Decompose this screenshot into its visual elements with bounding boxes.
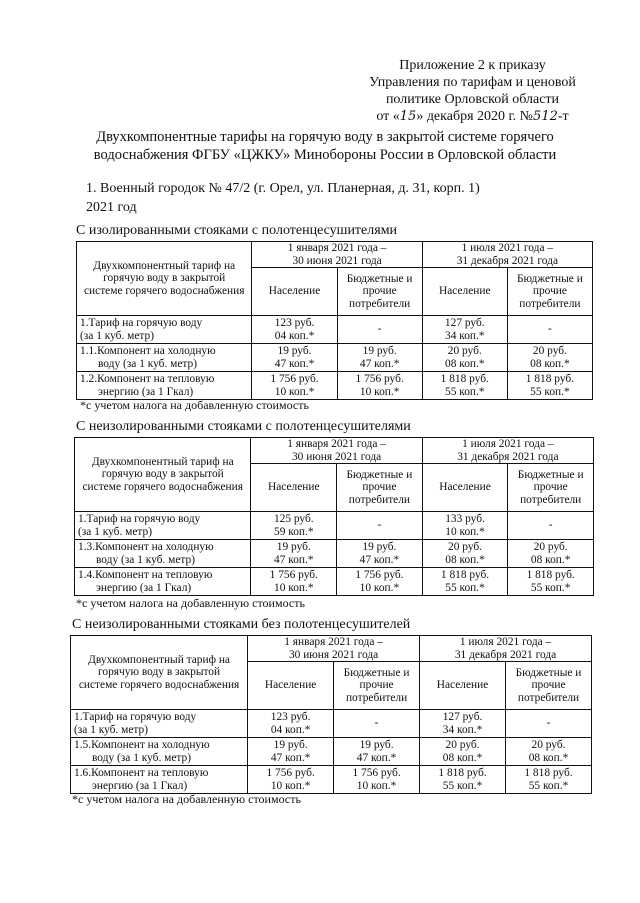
row-label-cell [77, 372, 252, 400]
tariff-value-cell [507, 372, 592, 400]
cell-text: 127 руб. [444, 317, 485, 329]
cell-text: 1 818 руб. [440, 373, 489, 385]
cell-text: 08 коп.* [442, 751, 483, 764]
appendix-line: Управления по тарифам и ценовой [369, 75, 576, 90]
tariff-value-cell [337, 344, 422, 372]
cell-text: 19 руб. [362, 541, 397, 553]
cell-text: Двухкомпонентный тариф на [93, 259, 236, 272]
cell-text: 30 июня 2021 года [291, 450, 382, 463]
budget-header-cell [506, 662, 592, 710]
cell-text: Бюджетные и [346, 272, 413, 285]
cell-text: 47 коп.* [359, 357, 400, 370]
cell-text: 1 818 руб. [438, 767, 487, 779]
cell-text: 30 июня 2021 года [292, 254, 382, 267]
location-line: 1. Военный городок № 47/2 (г. Орел, ул. Планерная, д. 31, корп. 1) [86, 181, 480, 196]
section-heading: С изолированными стояками с полотенцесушителями [76, 223, 398, 238]
tariff-value-cell [420, 710, 506, 738]
cell-text: потребители [519, 297, 581, 310]
cell-text: Бюджетные и [343, 666, 410, 679]
cell-text: Бюджетные и [517, 468, 584, 481]
cell-text: Бюджетные и [346, 468, 413, 481]
cell-text: 20 руб. [445, 739, 480, 751]
cell-text: 1.5.Компонент на холодную [74, 739, 210, 751]
table-row [77, 344, 593, 372]
cell-text: 10 коп.* [359, 581, 400, 594]
cell-text: 1 818 руб. [526, 569, 575, 581]
cell-text: 10 коп.* [270, 779, 311, 792]
tariff-value-cell [422, 372, 507, 400]
appendix-date-mid: » декабря 2020 г. № [416, 109, 534, 124]
cell-text: 04 коп.* [274, 329, 315, 342]
cell-text: Бюджетные и [515, 666, 582, 679]
table-row [75, 540, 594, 568]
cell-text: Население [264, 679, 317, 692]
cell-text: (за 1 куб. метр) [78, 525, 153, 538]
cell-text: горячую воду в закрытой [103, 272, 226, 285]
period-header-cell [422, 438, 593, 464]
tariff-value-cell [420, 738, 506, 766]
tariff-value-cell [251, 568, 337, 596]
cell-text: потребители [517, 691, 580, 704]
cell-text: - [374, 717, 379, 730]
tariff-table [76, 241, 593, 400]
cell-text: 34 коп.* [445, 329, 485, 342]
tariff-value-cell [334, 710, 420, 738]
row-label-cell [71, 766, 248, 794]
year-label: 2021 год [86, 200, 137, 215]
budget-header-cell [337, 464, 423, 512]
cell-text: 20 руб. [533, 541, 568, 553]
cell-text: 1.2.Компонент на тепловую [80, 373, 215, 385]
tariff-value-cell [337, 568, 423, 596]
cell-text: 123 руб. [270, 711, 311, 723]
tariff-value-cell [248, 710, 334, 738]
cell-text: 1 июля 2021 года – [461, 242, 554, 254]
cell-text: 1 января 2021 года – [287, 438, 386, 450]
cell-text: Население [436, 679, 489, 692]
cell-text: 31 декабря 2021 года [456, 254, 559, 267]
cell-text: - [548, 519, 553, 532]
tariff-table [74, 437, 594, 596]
cell-text: Двухкомпонентный тариф на [88, 653, 230, 666]
cell-text: 55 коп.* [445, 581, 485, 594]
cell-text: 19 руб. [277, 345, 312, 357]
cell-text: энергию (за 1 Гкал) [96, 581, 192, 594]
cell-text: 47 коп.* [270, 751, 311, 764]
budget-header-cell [507, 268, 592, 316]
cell-text: 55 коп.* [528, 779, 569, 792]
tariff-value-cell [508, 512, 594, 540]
cell-text: системе горячего водоснабжения [78, 678, 240, 691]
cell-text: 55 коп.* [530, 385, 570, 398]
cell-text: 20 руб. [447, 345, 482, 357]
cell-text: 19 руб. [276, 541, 311, 553]
cell-text: 1 756 руб. [269, 569, 318, 581]
period-header-cell [248, 636, 420, 662]
cell-text: прочие [362, 285, 397, 298]
cell-text: 34 коп.* [442, 723, 483, 736]
cell-text: 55 коп.* [530, 581, 571, 594]
tariff-value-cell [251, 512, 337, 540]
cell-text: 59 коп.* [274, 525, 314, 538]
cell-text: 1 818 руб. [440, 569, 490, 581]
cell-text: прочие [359, 679, 394, 692]
cell-text: Население [439, 285, 491, 298]
tariff-value-cell [422, 512, 508, 540]
handwritten-day: 15 [399, 109, 417, 124]
tariff-value-cell [337, 372, 422, 400]
tariff-value-cell [420, 766, 506, 794]
cell-text: воду (за 1 куб. метр) [92, 751, 192, 764]
population-header-cell [422, 464, 508, 512]
tariff-value-cell [506, 738, 592, 766]
cell-text: горячую воду в закрытой [98, 666, 221, 679]
cell-text: 08 коп.* [530, 357, 570, 370]
cell-text: Население [268, 481, 320, 494]
population-header-cell [422, 268, 507, 316]
period-header-cell [420, 636, 592, 662]
cell-text: 30 июня 2021 года [288, 648, 379, 661]
row-label-cell [75, 568, 251, 596]
table-row [77, 372, 593, 400]
appendix-line: Приложение 2 к приказу [399, 58, 546, 73]
cell-text: энергию (за 1 Гкал) [92, 779, 188, 792]
table-row [77, 316, 593, 344]
budget-header-cell [337, 268, 422, 316]
cell-text: 123 руб. [274, 317, 315, 329]
cell-text: (за 1 куб. метр) [74, 723, 149, 736]
cell-text: 127 руб. [442, 711, 483, 723]
cell-text: воду (за 1 куб. метр) [98, 357, 198, 370]
cell-text: 1 января 2021 года – [287, 242, 387, 254]
cell-text: Бюджетные и [517, 272, 583, 285]
tariff-value-cell [507, 316, 592, 344]
cell-text: 47 коп.* [274, 357, 315, 370]
cell-text: - [377, 519, 382, 532]
cell-text: 1 756 руб. [266, 767, 315, 779]
cell-text: воду (за 1 куб. метр) [96, 553, 196, 566]
cell-text: 20 руб. [531, 739, 566, 751]
section-heading: С неизолированными стояками с полотенцесушителями [76, 419, 411, 434]
cell-text: 19 руб. [362, 345, 397, 357]
row-label-cell [71, 738, 248, 766]
cell-text: 31 декабря 2021 года [454, 648, 557, 661]
cell-text: 08 коп.* [530, 553, 571, 566]
tariff-value-cell [422, 316, 507, 344]
tariff-value-cell [337, 540, 423, 568]
cell-text: 1 января 2021 года – [284, 636, 383, 648]
cell-text: 1.Тариф на горячую воду [78, 513, 201, 525]
cell-text: Население [439, 481, 491, 494]
cell-text: потребители [348, 493, 411, 506]
table-row [75, 512, 594, 540]
cell-text: 10 коп.* [359, 385, 400, 398]
tariff-value-cell [508, 568, 594, 596]
row-label-cell [75, 512, 251, 540]
row-label-cell [77, 344, 252, 372]
cell-text: 47 коп.* [356, 751, 397, 764]
appendix-reference [345, 57, 600, 125]
tariff-value-cell [422, 540, 508, 568]
cell-text: потребители [520, 493, 582, 506]
tariff-value-cell [506, 710, 592, 738]
tariff-value-cell [337, 512, 423, 540]
cell-text: 10 коп.* [274, 385, 315, 398]
cell-text: 1.4.Компонент на тепловую [78, 569, 213, 581]
period-header-cell [252, 242, 422, 268]
period-header-cell [422, 242, 592, 268]
table-row [71, 738, 592, 766]
tariff-value-cell [334, 738, 420, 766]
budget-header-cell [334, 662, 420, 710]
table-row [71, 710, 592, 738]
header-label-cell [75, 438, 251, 512]
tariff-value-cell [422, 568, 508, 596]
cell-text: потребители [345, 691, 408, 704]
tariff-value-cell [508, 540, 594, 568]
cell-text: 1 818 руб. [524, 767, 573, 779]
cell-text: 20 руб. [532, 345, 567, 357]
population-header-cell [252, 268, 337, 316]
cell-text: 1.6.Компонент на тепловую [74, 767, 209, 779]
cell-text: 1 756 руб. [270, 373, 319, 385]
tariff-table [70, 635, 592, 794]
cell-text: 133 руб. [445, 513, 485, 525]
cell-text: потребители [349, 297, 411, 310]
population-header-cell [248, 662, 334, 710]
cell-text: 55 коп.* [442, 779, 483, 792]
cell-text: - [546, 717, 551, 730]
cell-text: 125 руб. [273, 513, 314, 525]
tariff-value-cell [251, 540, 337, 568]
cell-text: 19 руб. [273, 739, 308, 751]
cell-text: 10 коп.* [445, 525, 485, 538]
period-header-cell [251, 438, 422, 464]
appendix-line: политике Орловской области [385, 92, 560, 107]
cell-text: 08 коп.* [445, 553, 485, 566]
document-title [70, 128, 580, 164]
cell-text: системе горячего водоснабжения [84, 284, 245, 297]
cell-text: 31 декабря 2021 года [457, 450, 559, 463]
cell-text: прочие [362, 481, 397, 494]
section-heading: С неизолированными стояками без полотенцесушителей [72, 617, 411, 632]
cell-text: Двухкомпонентный тариф на [91, 455, 234, 468]
tariff-value-cell [334, 766, 420, 794]
cell-text: 1 756 руб. [352, 767, 401, 779]
appendix-date-prefix: от « [376, 109, 400, 124]
budget-header-cell [508, 464, 594, 512]
cell-text: 10 коп.* [274, 581, 314, 594]
tariff-value-cell [248, 766, 334, 794]
header-label-cell [77, 242, 252, 316]
cell-text: 1.Тариф на горячую воду [74, 711, 197, 723]
title-line: Двухкомпонентные тарифы на горячую воду в закрытой системе горячего [96, 129, 554, 145]
tariff-value-cell [252, 316, 337, 344]
appendix-date-suffix: -т [557, 109, 569, 124]
tariff-value-cell [248, 738, 334, 766]
vat-footnote: *с учетом налога на добавленную стоимость [80, 398, 309, 412]
cell-text: 1.Тариф на горячую воду [80, 317, 203, 329]
appendix-date-line [345, 108, 600, 125]
tariff-value-cell [422, 344, 507, 372]
tariff-value-cell [337, 316, 422, 344]
cell-text: - [377, 323, 382, 336]
cell-text: 1 756 руб. [355, 373, 404, 385]
cell-text: 04 коп.* [270, 723, 311, 736]
tariff-value-cell [252, 344, 337, 372]
row-label-cell [75, 540, 251, 568]
cell-text: 08 коп.* [528, 751, 569, 764]
cell-text: Население [268, 285, 321, 298]
tariff-value-cell [507, 344, 592, 372]
cell-text: (за 1 куб. метр) [80, 329, 155, 342]
cell-text: 55 коп.* [445, 385, 485, 398]
row-label-cell [77, 316, 252, 344]
population-header-cell [420, 662, 506, 710]
cell-text: 1 756 руб. [355, 569, 404, 581]
cell-text: прочие [532, 285, 567, 298]
cell-text: - [548, 323, 552, 336]
cell-text: прочие [533, 481, 568, 494]
cell-text: 1 818 руб. [525, 373, 575, 385]
cell-text: 10 коп.* [356, 779, 397, 792]
cell-text: 20 руб. [448, 541, 483, 553]
cell-text: системе горячего водоснабжения [82, 480, 243, 493]
cell-text: 47 коп.* [359, 553, 400, 566]
table-row [75, 568, 594, 596]
title-line: водоснабжения ФГБУ «ЦЖКУ» Минобороны России в Орловской области [93, 147, 557, 163]
cell-text: 1 июля 2021 года – [459, 636, 552, 648]
cell-text: 47 коп.* [274, 553, 314, 566]
tariff-value-cell [506, 766, 592, 794]
cell-text: 19 руб. [359, 739, 394, 751]
cell-text: 1.1.Компонент на холодную [80, 345, 216, 357]
row-label-cell [71, 710, 248, 738]
cell-text: 1.3.Компонент на холодную [78, 541, 214, 553]
cell-text: энергию (за 1 Гкал) [98, 385, 194, 398]
table-row [71, 766, 592, 794]
handwritten-order-number: 512 [533, 109, 558, 124]
vat-footnote: *с учетом налога на добавленную стоимость [76, 596, 305, 610]
cell-text: 1 июля 2021 года – [462, 438, 554, 450]
cell-text: горячую воду в закрытой [101, 468, 224, 481]
cell-text: прочие [531, 679, 566, 692]
tariff-value-cell [252, 372, 337, 400]
header-label-cell [71, 636, 248, 710]
cell-text: 08 коп.* [445, 357, 485, 370]
vat-footnote: *с учетом налога на добавленную стоимость [72, 792, 301, 806]
population-header-cell [251, 464, 337, 512]
